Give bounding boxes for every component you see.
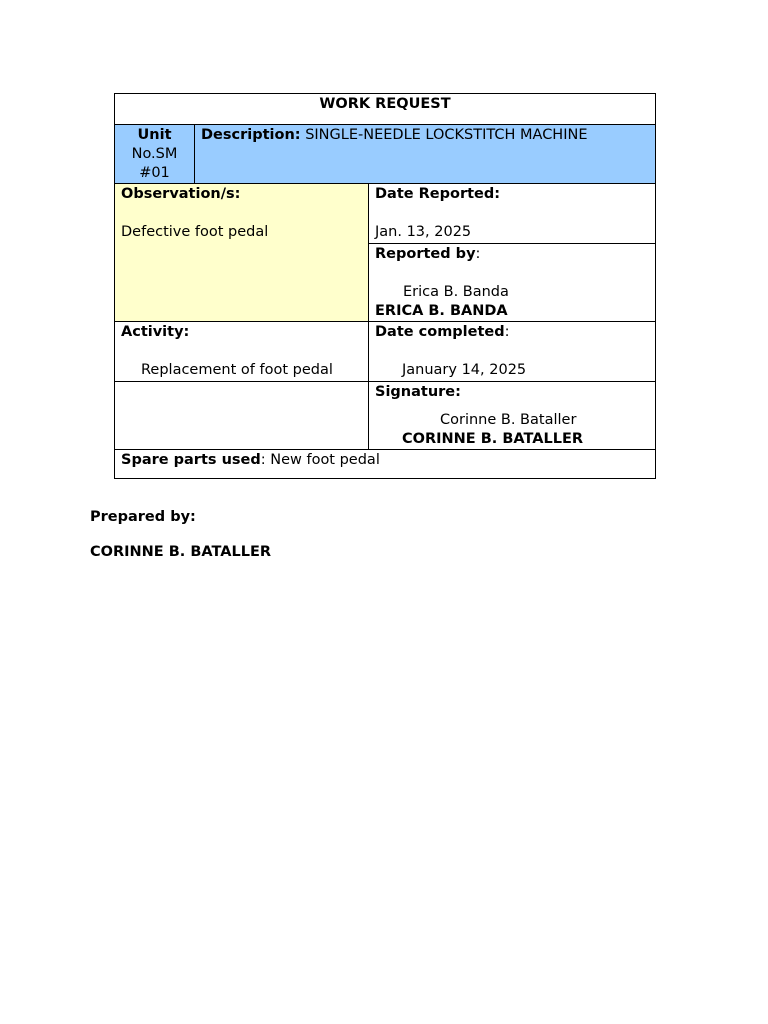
- prepared-by-name: CORINNE B. BATALLER: [90, 544, 272, 560]
- reported-by-signature: Erica B. Banda: [403, 284, 509, 300]
- activity-value: Replacement of foot pedal: [141, 362, 333, 378]
- reported-by-label: Reported by: [375, 246, 476, 262]
- unit-label: Unit: [137, 127, 172, 143]
- reported-by-cell: Reported by: Erica B. Banda ERICA B. BANDA: [369, 244, 656, 322]
- observation-value: Defective foot pedal: [121, 224, 269, 240]
- date-reported-value: Jan. 13, 2025: [375, 224, 472, 240]
- date-completed-cell: Date completed: January 14, 2025: [369, 322, 656, 382]
- spare-parts-cell: [115, 450, 656, 479]
- description-cell: [195, 125, 656, 184]
- date-reported-cell: [369, 184, 656, 244]
- description-value: SINGLE-NEEDLE LOCKSTITCH MACHINE: [305, 127, 588, 143]
- work-request-table: [114, 93, 656, 479]
- spare-parts-value: : New foot pedal: [260, 452, 380, 468]
- prepared-by-label: Prepared by:: [90, 509, 196, 525]
- empty-cell: [115, 382, 369, 450]
- unit-code: #01: [139, 165, 170, 181]
- signature-handwritten: Corinne B. Bataller: [440, 412, 577, 428]
- unit-number: No.SM: [131, 146, 178, 162]
- signature-name: CORINNE B. BATALLER: [402, 431, 584, 447]
- date-reported-label: Date Reported:: [375, 186, 501, 202]
- reported-by-name: ERICA B. BANDA: [375, 303, 508, 319]
- date-completed-value: January 14, 2025: [402, 362, 527, 378]
- signature-label: Signature:: [375, 384, 461, 400]
- observation-label: Observation/s:: [121, 186, 241, 202]
- date-completed-label: Date completed: [375, 324, 505, 340]
- activity-cell: [115, 322, 369, 382]
- signature-cell: [369, 382, 656, 450]
- description-label: Description:: [201, 127, 301, 143]
- activity-label: Activity:: [121, 324, 190, 340]
- work-request-title: WORK REQUEST: [115, 94, 656, 125]
- unit-cell: [115, 125, 195, 184]
- observation-cell: [115, 184, 369, 322]
- spare-parts-label: Spare parts used: [121, 452, 261, 468]
